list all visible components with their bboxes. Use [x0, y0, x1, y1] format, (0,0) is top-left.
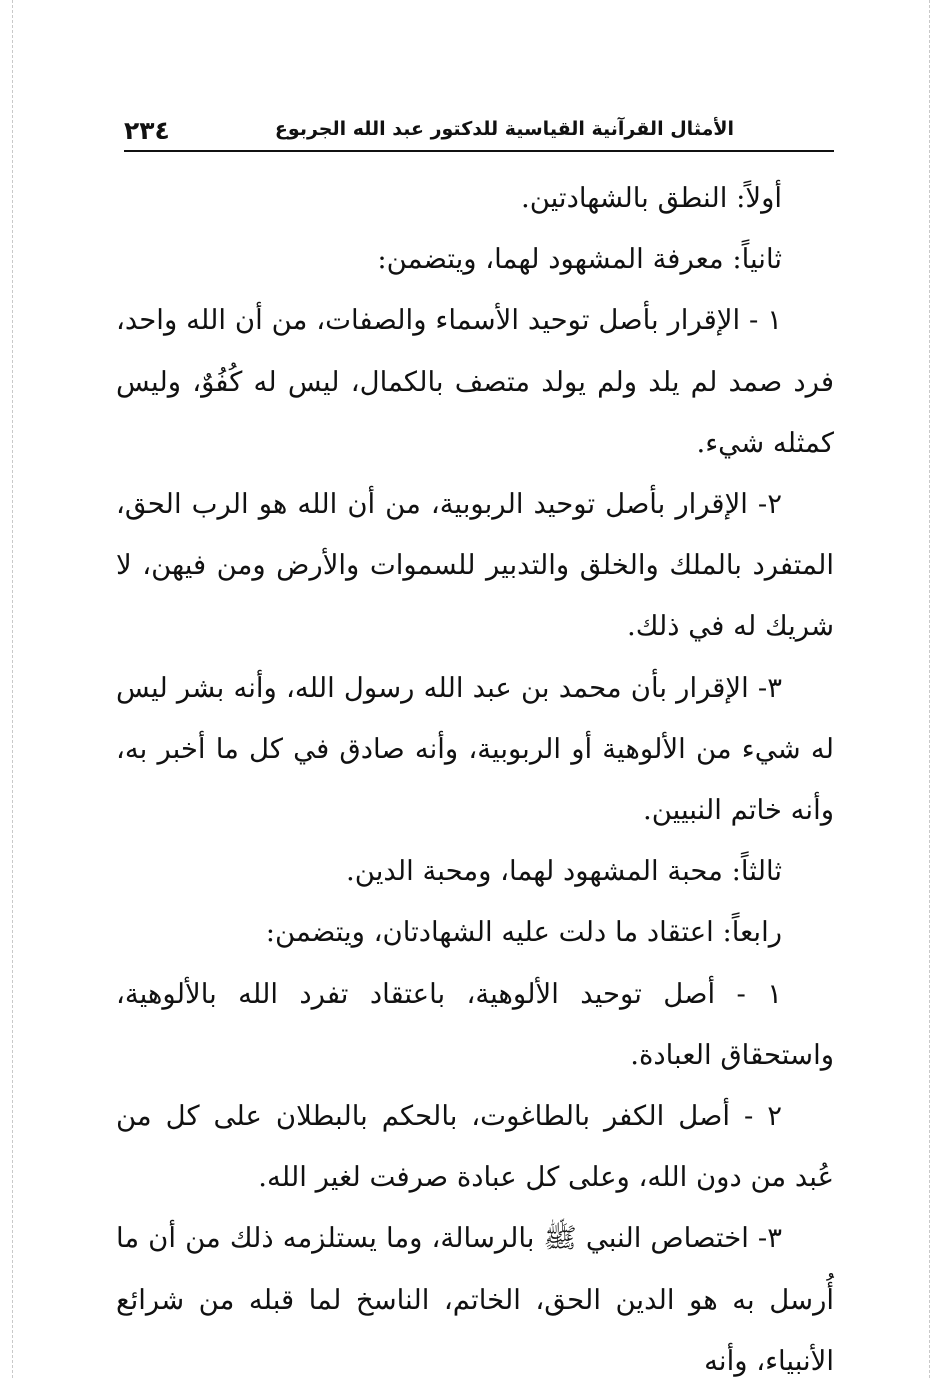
page-number: ٢٣٤ — [124, 116, 170, 145]
paragraph-worship: ١ - أصل توحيد الألوهية، باعتقاد تفرد الله بالألوهية، واستحقاق العبادة. — [116, 977, 834, 1071]
paragraph-disbelief-taghut: ٢ - أصل الكفر بالطاغوت، بالحكم بالبطلان على كل من عُبد من دون الله، وعلى كل عبادة صرفت لغير الله. — [116, 1100, 834, 1194]
paragraph-fourth-belief: رابعاً: اعتقاد ما دلت عليه الشهادتان، ويتضمن: — [265, 916, 782, 949]
paragraph-second-knowledge: ثانياً: معرفة المشهود لهما، ويتضمن: — [377, 243, 782, 276]
book-title: الأمثال القرآنية القياسية للدكتور عبد الله الجربوع — [274, 118, 734, 140]
paragraph-prophet-message: ٣- اختصاص النبي ﷺ بالرسالة، وما يستلزمه ذلك من أن ما أُرسل به هو الدين الحق، الخاتم، الناسخ لما قبله من شرائع الأنبياء، وأنه — [116, 1222, 834, 1377]
paragraph-first-declaration: أولاً: النطق بالشهادتين. — [520, 182, 782, 214]
paragraph-names-attributes: ١ - الإقرار بأصل توحيد الأسماء والصفات، من أن الله واحد، فرد صمد لم يلد ولم يولد متصف بالكمال، ليس له كُفُوٌ، وليس كمثله شيء. — [116, 304, 834, 459]
paragraph-third-love: ثالثاً: محبة المشهود لهما، ومحبة الدين. — [346, 855, 782, 888]
scan-right-edge — [929, 0, 930, 1378]
scan-left-edge — [12, 0, 13, 1378]
paragraph-messenger: ٣- الإقرار بأن محمد بن عبد الله رسول الله، وأنه بشر ليس له شيء من الألوهية أو الربوبية، وأنه صادق في كل ما أخبر به، وأنه خاتم النبيين. — [116, 671, 834, 827]
running-header — [124, 112, 834, 152]
header-rule — [124, 150, 834, 152]
paragraph-lordship: ٢- الإقرار بأصل توحيد الربوبية، من أن الله هو الرب الحق، المتفرد بالملك والخلق والتدبير للسموات والأرض ومن فيهن، لا شريك له في ذلك. — [116, 488, 834, 643]
body-text — [116, 168, 834, 1392]
